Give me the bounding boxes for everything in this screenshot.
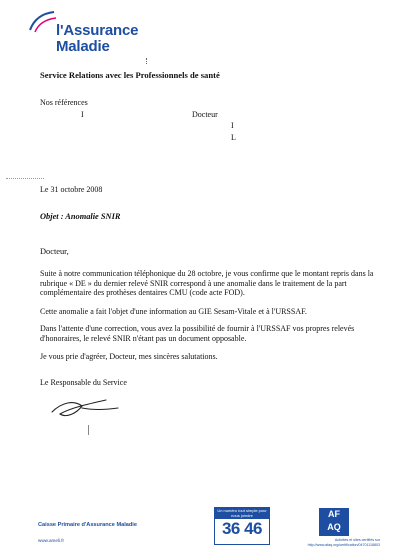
body-paragraph: Je vous prie d'agréer, Docteur, mes sincères salutations. [40,352,218,361]
body-paragraph: Suite à notre communication téléphonique du 28 octobre, je vous confirme que le montant repris dans la rubrique « DE » du dernier relevé SNIR correspond à une anomalie dans le traitement de la part complémentaire des prothèses dentaires CMU (code acte FOD). [40,269,374,298]
margin-mark [146,58,148,64]
footer-website-link[interactable]: www.ameli.fr [38,538,65,543]
phone-number: 36 46 [221,519,263,539]
references-label: Nos références [40,98,88,107]
recipient-title: Docteur [192,110,218,119]
handwritten-signature-icon [48,388,138,424]
footer-organisation: Caisse Primaire d'Assurance Maladie [38,522,137,528]
brand-name-line1: l'Assurance [56,22,139,39]
logo-arc-icon [26,8,60,36]
letter-subject: Objet : Anomalie SNIR [40,212,121,221]
signer-title: Le Responsable du Service [40,378,127,387]
body-paragraph: Dans l'attente d'une correction, vous avez la possibilité de fournir à l'URSSAF vos propres relevés d'honoraires, le relevé SNIR n'étant pas un document opposable. [40,324,355,343]
certification-link[interactable]: http://www.afaq.org/certification/04701118803 [307,543,380,547]
phone-3646-badge [214,507,270,545]
brand-name-line2: Maladie [56,38,110,55]
salutation: Docteur, [40,247,69,256]
afaq-text-top: AF [328,509,340,519]
body-paragraph: Cette anomalie a fait l'objet d'une information au GIE Sesam-Vitale et à l'URSSAF. [40,307,307,316]
phone-caption: Un numéro tout simple pour nous joindre [215,508,269,519]
recipient-line2: L [231,133,236,142]
certification-note: Activités et sites certifiés sur [334,538,380,542]
afaq-text-mid: AQ [327,522,341,532]
references-value: I [81,110,84,119]
margin-mark [88,425,89,435]
fold-mark [6,178,44,179]
assurance-maladie-logo [26,8,146,54]
afaq-certification-logo [319,508,349,536]
recipient-line1: I [231,121,234,130]
letter-date: Le 31 octobre 2008 [40,185,103,194]
service-heading: Service Relations avec les Professionnels de santé [40,70,220,80]
